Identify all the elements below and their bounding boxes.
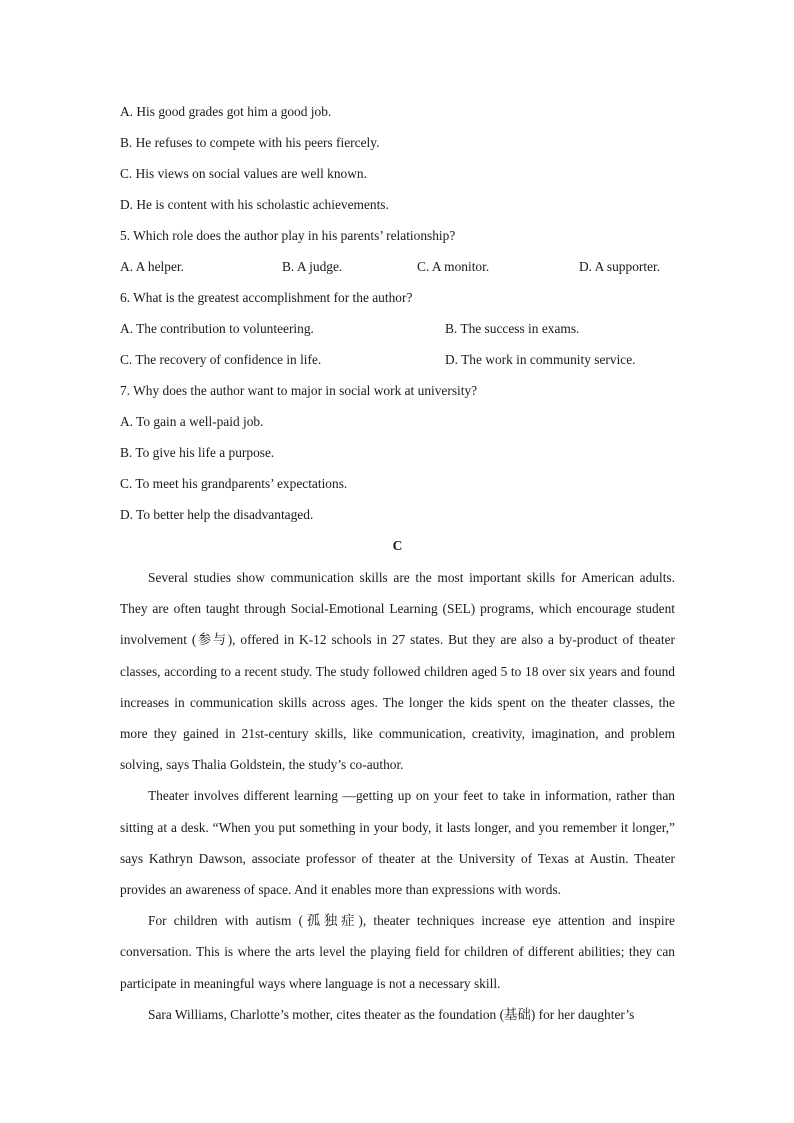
q7-option-c: C. To meet his grandparents’ expectations. bbox=[120, 476, 348, 491]
exam-page bbox=[120, 101, 675, 1034]
q4-option-c: C. His views on social values are well known. bbox=[120, 166, 367, 181]
q4-option-a: A. His good grades got him a good job. bbox=[120, 104, 332, 119]
q6-option-b: B. The success in exams. bbox=[445, 321, 580, 336]
q5-option-c: C. A monitor. bbox=[417, 259, 490, 274]
q5-stem: 5. Which role does the author play in his parents’ relationship? bbox=[120, 228, 456, 243]
q6-option-a: A. The contribution to volunteering. bbox=[120, 321, 314, 336]
passage-paragraph-3: For children with autism (孤独症), theater techniques increase eye attention and inspire conversation. This is where the arts level the playing field for children of different abilities; they can participate in meaningful ways where language is not a necessary skill. bbox=[120, 913, 675, 991]
q4-option-d: D. He is content with his scholastic achievements. bbox=[120, 197, 389, 212]
q4-option-b: B. He refuses to compete with his peers fiercely. bbox=[120, 135, 380, 150]
q5-option-d: D. A supporter. bbox=[579, 259, 661, 274]
section-c-title: C bbox=[392, 538, 403, 553]
q7-option-b: B. To give his life a purpose. bbox=[120, 445, 275, 460]
passage-paragraph-1: Several studies show communication skills are the most important skills for American adults. They are often taught through Social-Emotional Learning (SEL) programs, which encourage student involvement (参与), offered in K-12 schools in 27 states. But they are also a by-product of theater classes, according to a recent study. The study followed children aged 5 to 18 over six years and found increases in communication skills across ages. The longer the kids spent on the theater classes, the more they gained in 21st-century skills, like communication, creativity, imagination, and problem solving, says Thalia Goldstein, the study’s co-author. bbox=[120, 570, 675, 773]
passage-paragraph-4: Sara Williams, Charlotte’s mother, cites theater as the foundation (基础) for her daughter’s bbox=[148, 1006, 635, 1022]
q5-options bbox=[120, 256, 675, 287]
q6-option-d: D. The work in community service. bbox=[445, 352, 636, 367]
q6-options-row-2 bbox=[120, 349, 675, 380]
q7-option-d: D. To better help the disadvantaged. bbox=[120, 507, 314, 522]
q5-option-a: A. A helper. bbox=[120, 259, 184, 274]
q7-stem: 7. Why does the author want to major in social work at university? bbox=[120, 383, 478, 398]
q6-options-row-1 bbox=[120, 318, 675, 349]
passage-paragraph-2: Theater involves different learning —getting up on your feet to take in information, rather than sitting at a desk. “When you put something in your body, it lasts longer, and you remember it longer,” says Kathryn Dawson, associate professor of theater at the University of Texas at Austin. Theater provides an awareness of space. And it enables more than expressions with words. bbox=[120, 788, 675, 898]
q7-option-a: A. To gain a well-paid job. bbox=[120, 414, 264, 429]
q6-stem: 6. What is the greatest accomplishment for the author? bbox=[120, 290, 413, 305]
q6-option-c: C. The recovery of confidence in life. bbox=[120, 352, 322, 367]
q5-option-b: B. A judge. bbox=[282, 259, 343, 274]
